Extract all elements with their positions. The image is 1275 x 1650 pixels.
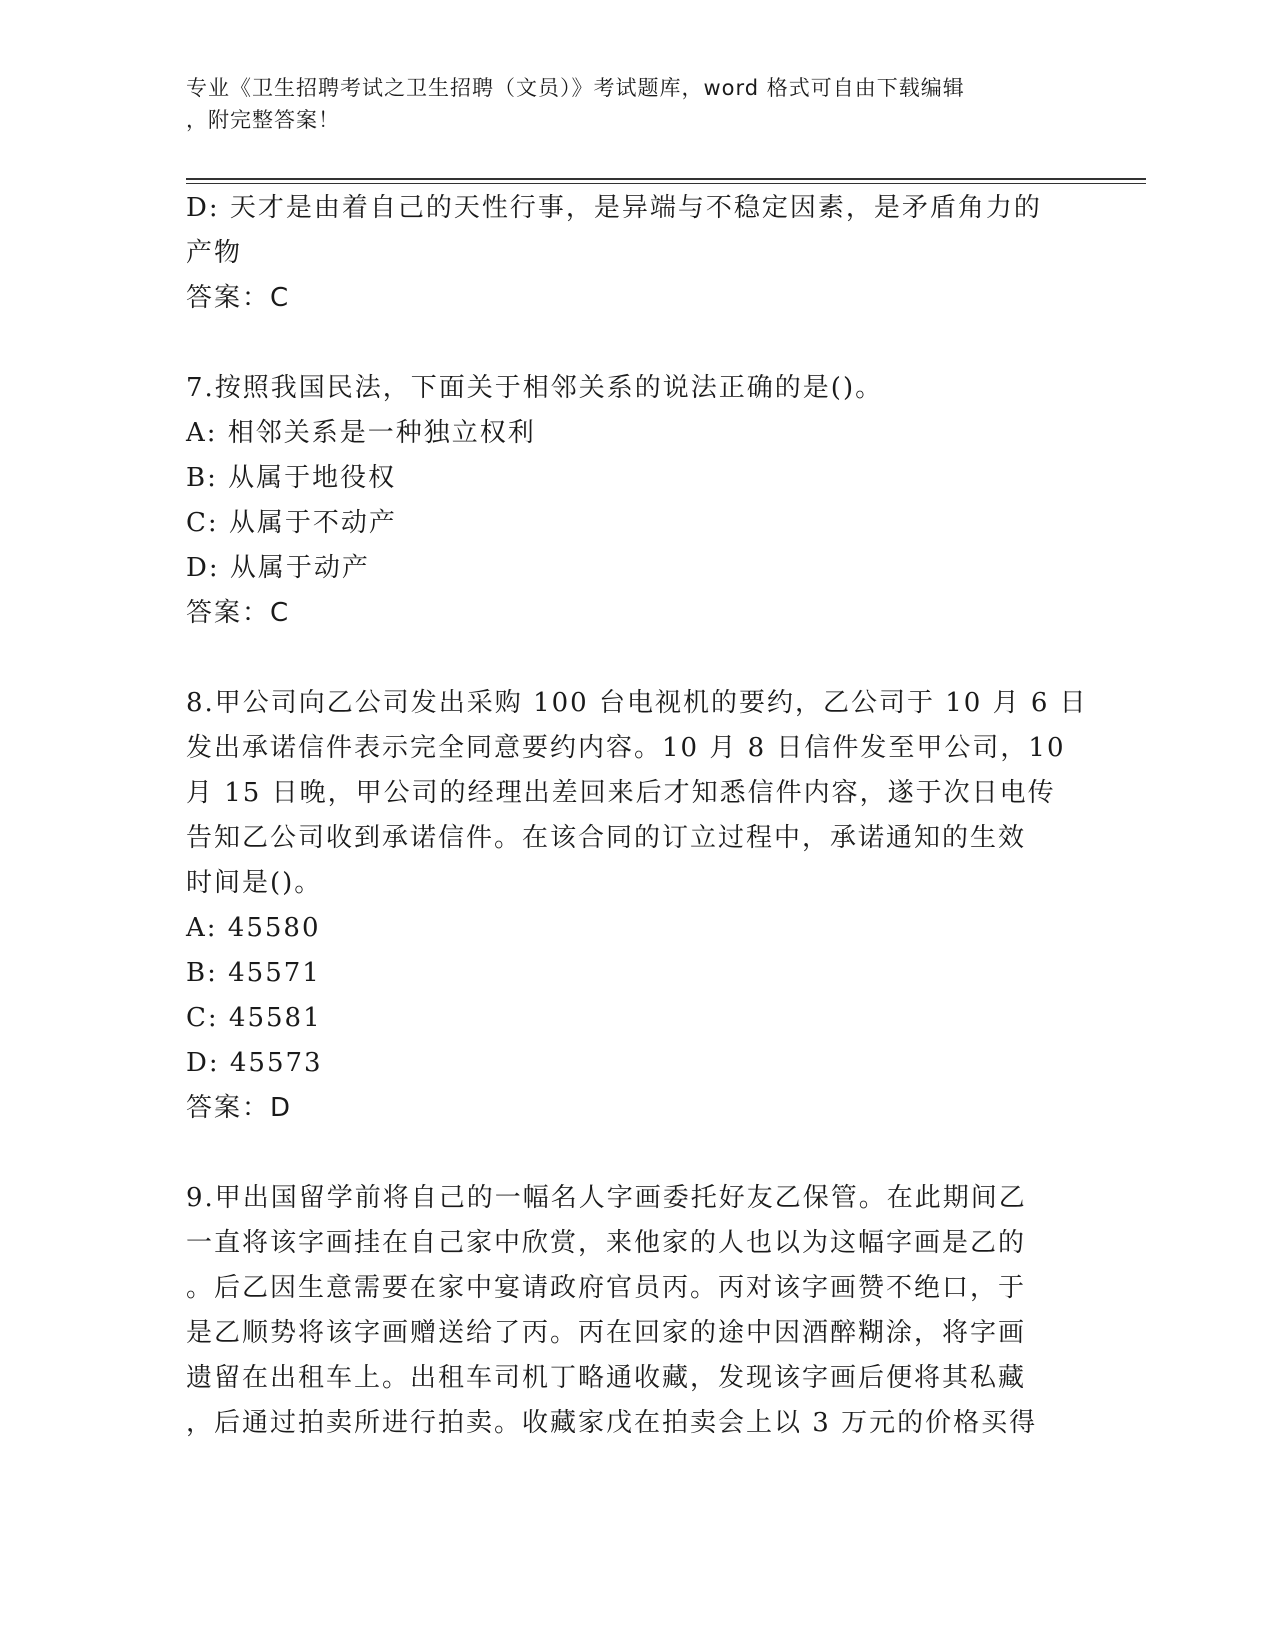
answer-line: 答案：C <box>186 598 291 628</box>
header-line-2: ，附完整答案！ <box>186 108 340 132</box>
option-d-line-2: 产物 <box>186 238 243 268</box>
question-stem: 7.按照我国民法，下面关于相邻关系的说法正确的是()。 <box>186 373 884 403</box>
question-stem-line: 一直将该字画挂在自己家中欣赏，来他家的人也以为这幅字画是乙的 <box>186 1228 1027 1258</box>
question-stem-line: 8.甲公司向乙公司发出采购 100 台电视机的要约，乙公司于 10 月 6 日 <box>186 688 1088 718</box>
header-rule-thin <box>186 183 1146 184</box>
question-stem-line: 时间是()。 <box>186 868 323 898</box>
question-content <box>186 186 1088 1446</box>
option-a: A: 相邻关系是一种独立权利 <box>186 418 536 448</box>
answer-line: 答案：D <box>186 1093 293 1123</box>
question-7 <box>186 366 1076 636</box>
question-stem-line: 月 15 日晚，甲公司的经理出差回来后才知悉信件内容，遂于次日电传 <box>186 778 1056 808</box>
option-c: C: 从属于不动产 <box>186 508 397 538</box>
question-8 <box>186 681 1088 1131</box>
document-header <box>186 72 1066 136</box>
question-stem-line: 。后乙因生意需要在家中宴请政府官员丙。丙对该字画赞不绝口，于 <box>186 1273 1027 1303</box>
previous-question-tail <box>186 186 1076 321</box>
question-stem-line: 是乙顺势将该字画赠送给了丙。丙在回家的途中因酒醉糊涂，将字画 <box>186 1318 1027 1348</box>
question-stem-line: 告知乙公司收到承诺信件。在该合同的订立过程中，承诺通知的生效 <box>186 823 1027 853</box>
question-stem-line: 发出承诺信件表示完全同意要约内容。10 月 8 日信件发至甲公司，10 <box>186 733 1066 763</box>
option-d: D: 从属于动产 <box>186 553 370 583</box>
option-d-line-1: D: 天才是由着自己的天性行事，是异端与不稳定因素，是矛盾角力的 <box>186 193 1042 223</box>
option-d: D: 45573 <box>186 1048 323 1078</box>
answer-line: 答案：C <box>186 283 291 313</box>
header-line-1: 专业《卫生招聘考试之卫生招聘（文员）》考试题库，word 格式可自由下载编辑 <box>186 76 965 100</box>
option-a: A: 45580 <box>186 913 321 943</box>
question-stem-line: 遗留在出租车上。出租车司机丁略通收藏，发现该字画后便将其私藏 <box>186 1363 1027 1393</box>
question-9 <box>186 1176 1076 1446</box>
header-rule-thick <box>186 178 1146 180</box>
option-b: B: 从属于地役权 <box>186 463 397 493</box>
option-c: C: 45581 <box>186 1003 322 1033</box>
question-stem-line: 9.甲出国留学前将自己的一幅名人字画委托好友乙保管。在此期间乙 <box>186 1183 1027 1213</box>
question-stem-line: ，后通过拍卖所进行拍卖。收藏家戊在拍卖会上以 3 万元的价格买得 <box>186 1408 1038 1438</box>
option-b: B: 45571 <box>186 958 321 988</box>
